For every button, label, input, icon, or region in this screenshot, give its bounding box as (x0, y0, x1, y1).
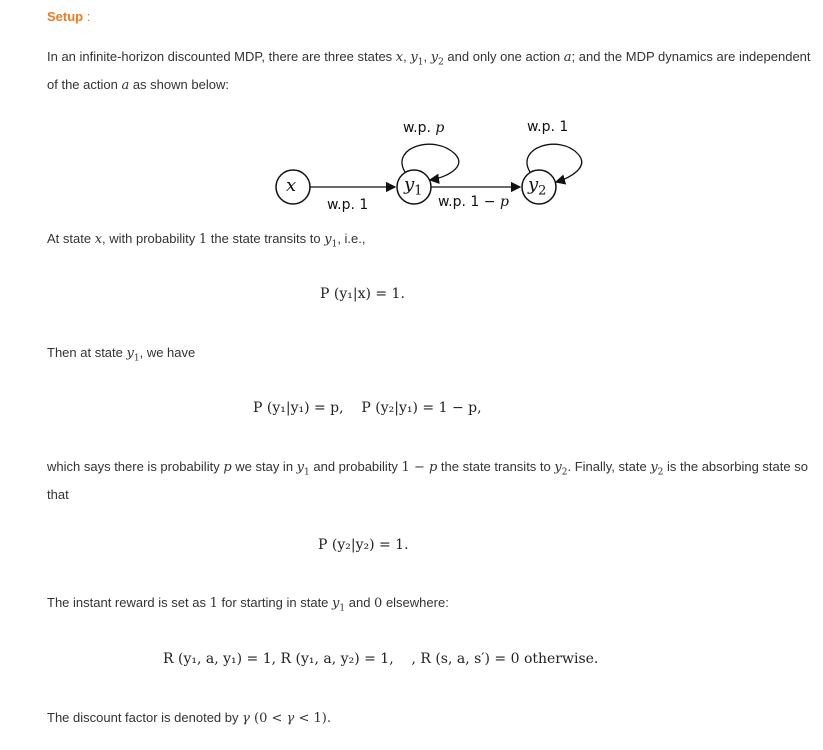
heading-text: Setup (47, 9, 84, 24)
text: as shown below: (129, 76, 229, 92)
label-wp-p-var: p (435, 120, 445, 136)
math-y: y (650, 460, 658, 475)
math-y: y (430, 50, 439, 65)
paragraph-state-x (47, 228, 812, 256)
text: At state (47, 231, 95, 246)
text: The instant reward is set as (47, 595, 210, 610)
math-text: < 1). (294, 711, 331, 726)
math-gamma: γ (286, 711, 295, 726)
math-one: 1 (198, 232, 208, 247)
text: is the absorbing state so that (47, 459, 808, 502)
math-sub: 2 (438, 57, 444, 68)
text: which says there is probability (47, 459, 224, 474)
text: the state transits to (207, 231, 325, 246)
state-y1-sub: 1 (414, 183, 423, 199)
equation-p-y1-given-x: P (y₁|x) = 1. (320, 286, 405, 302)
state-y2-letter: y (528, 174, 539, 195)
heading-colon: : (86, 9, 91, 24)
math-p: p (223, 460, 232, 475)
text: , (423, 49, 431, 64)
math-y: y (324, 232, 332, 247)
paragraph-discount (47, 707, 812, 729)
math-gamma: γ (242, 711, 250, 726)
math-y: y (410, 50, 418, 65)
label-wp-1mp-text: w.p. 1 − (438, 194, 500, 210)
section-heading (47, 9, 90, 24)
paragraph-intro (47, 46, 812, 96)
math-x: x (395, 50, 404, 65)
state-y1-label (404, 174, 422, 199)
text: and (345, 595, 375, 610)
equation-transitions-y1: P (y₁|y₁) = p, P (y₂|y₁) = 1 − p, (253, 400, 482, 416)
label-wp-1mp-var: p (499, 194, 509, 210)
label-wp-p-text: w.p. (403, 120, 436, 136)
text: , i.e., (337, 231, 366, 246)
text: we stay in (231, 459, 297, 474)
paragraph-reward (47, 592, 812, 620)
text: for starting in state (217, 595, 333, 610)
math-sub: 2 (657, 467, 664, 478)
math-sub: 1 (417, 57, 424, 68)
math-a: a (121, 77, 130, 93)
math-p: p (428, 460, 438, 475)
equation-reward: R (y₁, a, y₁) = 1, R (y₁, a, y₂) = 1, , R (s, a, s′) = 0 otherwise. (163, 651, 599, 667)
state-x-label: x (286, 175, 297, 196)
text: elsewhere: (382, 595, 449, 610)
math-y: y (296, 460, 305, 475)
math-sub: 1 (133, 353, 140, 364)
math-y: y (332, 596, 340, 611)
math-sub: 1 (339, 603, 346, 614)
math-y: y (126, 346, 134, 361)
text: the state transits to (437, 459, 555, 474)
paragraph-state-y1 (47, 342, 812, 370)
math-text: (0 < (249, 711, 287, 726)
text: , with probability (102, 231, 199, 246)
label-wp-1-bottom: w.p. 1 (327, 197, 369, 213)
text: ; and the MDP dynamics are independent of the action (47, 49, 811, 92)
math-x: x (94, 232, 103, 247)
text: , we have (139, 345, 196, 360)
math-one: 1 (209, 596, 218, 611)
math-y: y (554, 460, 562, 475)
state-y1-letter: y (404, 174, 415, 195)
paragraph-transition-explanation (47, 456, 812, 505)
label-wp-1-top: w.p. 1 (527, 119, 569, 135)
math-zero: 0 (374, 596, 383, 611)
text: , (403, 49, 411, 64)
text: Then at state (47, 345, 127, 360)
equation-p-y2-given-y2: P (y₂|y₂) = 1. (318, 537, 409, 553)
math-sub: 1 (331, 239, 338, 250)
text: In an infinite-horizon discounted MDP, there are three states (47, 49, 396, 64)
mdp-diagram (260, 112, 600, 222)
math-a: a (563, 50, 572, 65)
text: and probability (309, 459, 402, 474)
text: The discount factor is denoted by (47, 710, 243, 725)
text: and only one action (443, 49, 564, 64)
state-y2-label (528, 174, 546, 199)
math-sub: 1 (304, 467, 310, 478)
state-y2-sub: 2 (538, 183, 547, 199)
math-sub: 2 (561, 467, 568, 478)
label-wp-1mp (438, 194, 509, 210)
label-wp-p (403, 120, 444, 136)
text: . Finally, state (567, 459, 651, 474)
math-one-minus: 1 − (401, 460, 429, 475)
